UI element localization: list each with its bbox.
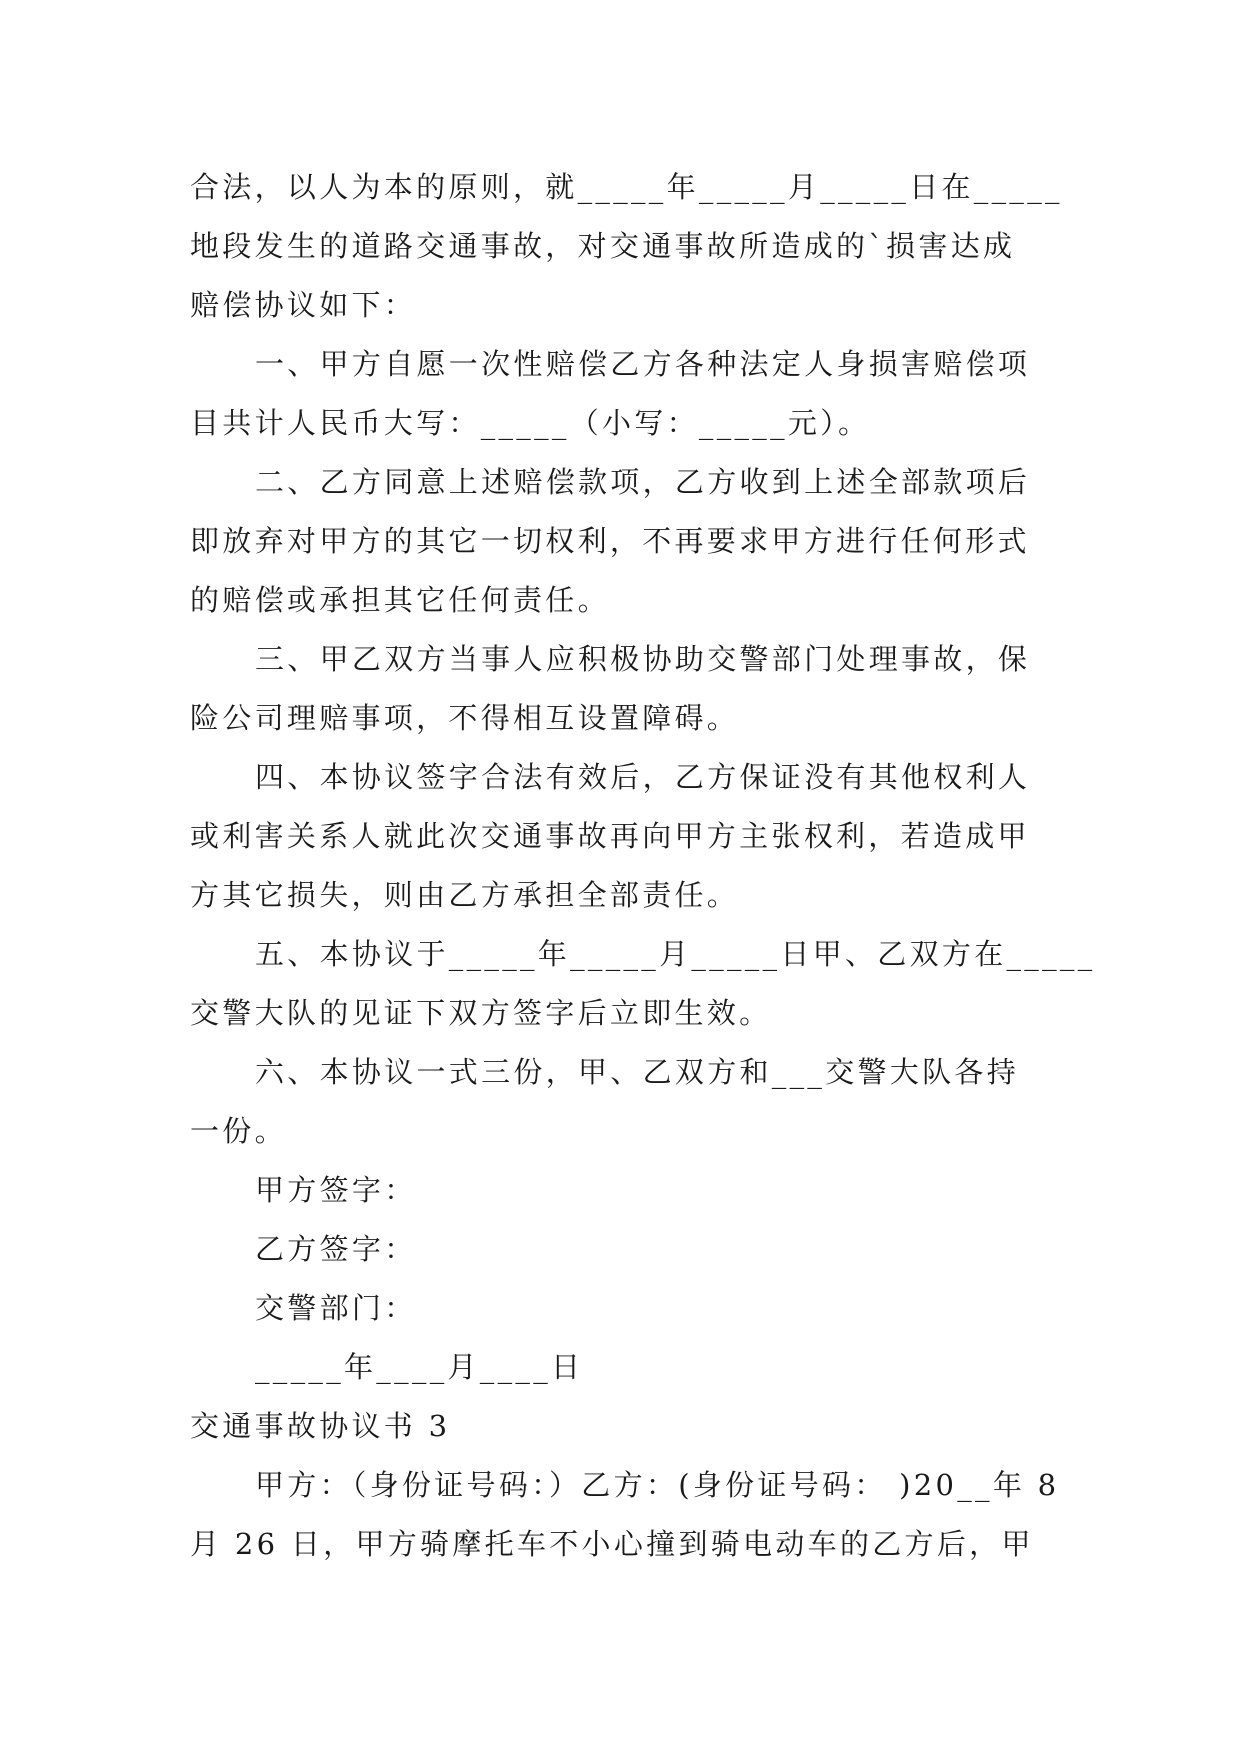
text-line: 方其它损失，则由乙方承担全部责任。 [190, 878, 740, 912]
clause-3-line: 三、甲乙双方当事人应积极协助交警部门处理事故，保 [255, 642, 1031, 676]
date-line: _____年____月____日 [255, 1350, 584, 1384]
text-line: 一份。 [190, 1114, 287, 1148]
text-line: 险公司理赔事项，不得相互设置障碍。 [190, 701, 740, 735]
text-line: 即放弃对甲方的其它一切权利，不再要求甲方进行任何形式 [190, 524, 1030, 558]
text-line: 赔偿协议如下： [190, 288, 417, 322]
party-b-signature-label: 乙方签字： [255, 1232, 417, 1266]
clause-2-line: 二、乙方同意上述赔偿款项，乙方收到上述全部款项后 [255, 465, 1031, 499]
text-line: 目共计人民币大写：_____（小写：_____元）。 [190, 406, 871, 440]
clause-5-line: 五、本协议于_____年_____月_____日甲、乙双方在_____ [255, 937, 1096, 971]
section-heading: 交通事故协议书 3 [190, 1409, 451, 1443]
clause-4-line: 四、本协议签字合法有效后，乙方保证没有其他权利人 [255, 760, 1031, 794]
text-line: 或利害关系人就此次交通事故再向甲方主张权利，若造成甲 [190, 819, 1030, 853]
text-line: 月 26 日，甲方骑摩托车不小心撞到骑电动车的乙方后，甲 [190, 1527, 1034, 1561]
text-line: 地段发生的道路交通事故，对交通事故所造成的`损害达成 [190, 229, 1016, 263]
police-dept-signature-label: 交警部门： [255, 1291, 417, 1325]
text-line: 交警大队的见证下双方签字后立即生效。 [190, 996, 772, 1030]
party-a-signature-label: 甲方签字： [255, 1173, 417, 1207]
clause-6-line: 六、本协议一式三份，甲、乙双方和___交警大队各持 [255, 1055, 1020, 1089]
text-line: 合法，以人为本的原则，就_____年_____月_____日在_____ [190, 170, 1063, 204]
clause-1-line: 一、甲方自愿一次性赔偿乙方各种法定人身损害赔偿项 [255, 347, 1031, 381]
text-line: 的赔偿或承担其它任何责任。 [190, 583, 610, 617]
text-line: 甲方：（身份证号码：）乙方：(身份证号码： )20__年 8 [255, 1468, 1060, 1502]
document-page [190, 158, 1096, 1574]
